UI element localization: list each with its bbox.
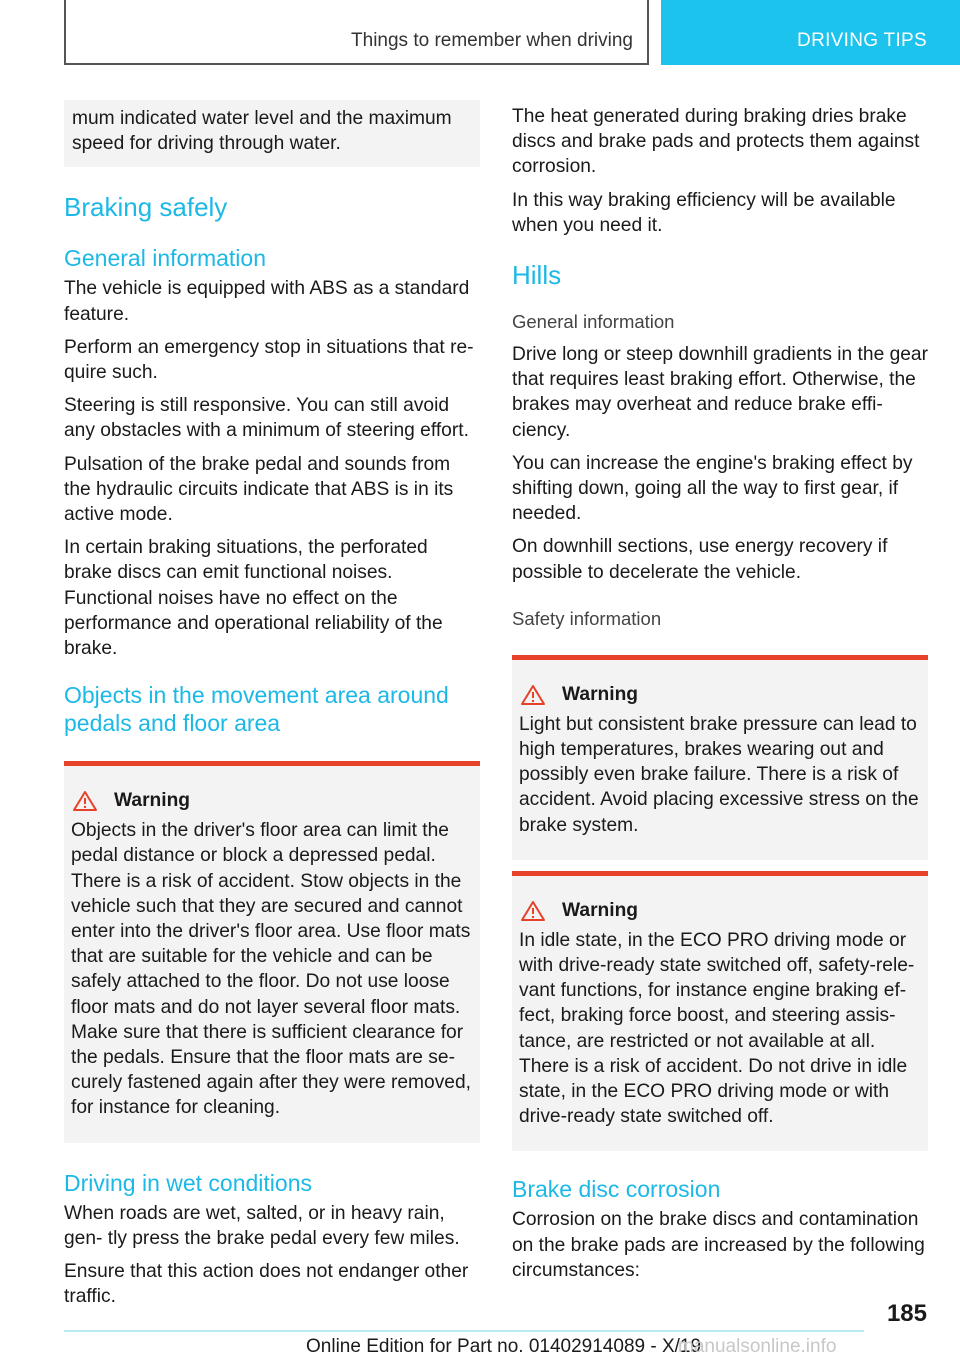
warning-box-idle-state <box>512 871 928 1152</box>
warning-title: Warning <box>562 899 639 921</box>
left-column <box>64 100 480 1318</box>
warning-text: Objects in the driver's floor area can limit the pedal distance or block a depressed pedal. There is a risk of accident. Stow objects in the vehicle such that they are secured and cannot enter into the driver's floor area. Use floor mats that are suitable for the vehicle and can be safely attached to the floor. Do not use loose floor mats and do not layer several floor mats. Make sure that there is sufficient clearance for the pedals. Ensure that the floor mats are se- curely fastened again after they were removed, for instance for cleaning. <box>71 820 471 1119</box>
warning-box-objects <box>64 761 480 1142</box>
footer-edition: Online Edition for Part no. 01402914089 - X/19 <box>306 1336 702 1357</box>
paragraph: Pulsation of the brake pedal and sounds from the hydraulic circuits indicate that ABS is in its active mode. <box>64 453 454 526</box>
hills-general-heading: General information <box>512 311 675 333</box>
intro-body <box>512 104 928 238</box>
general-information-body <box>64 276 480 661</box>
note-text: mum indicated water level and the maximum speed for driving through water. <box>72 108 452 155</box>
warning-triangle-icon <box>520 900 546 922</box>
note-box <box>64 100 480 167</box>
paragraph: You can increase the engine's braking effect by shifting down, going all the way to first gear, if needed. <box>512 452 913 525</box>
warning-triangle-icon <box>520 684 546 706</box>
paragraph: On downhill sections, use energy recovery if possible to decelerate the vehicle. <box>512 536 888 583</box>
warning-triangle-icon <box>72 790 98 812</box>
corrosion-body <box>512 1207 928 1283</box>
warning-text: In idle state, in the ECO PRO driving mode or with drive-ready state switched off, safety-rele- vant functions, for instance engine braking ef- fect, braking force boost, and steering assis- tance, are restricted or not available at all. <box>519 929 915 1052</box>
warning-box-brake-pressure <box>512 655 928 860</box>
paragraph: Drive long or steep downhill gradients in the gear that requires least braking effort. Otherwise, the brakes may overheat and reduce brake effi- ciency. <box>512 344 928 441</box>
paragraph: Steering is still responsive. You can still avoid any obstacles with a minimum of steering effort. <box>64 395 469 442</box>
paragraph: The heat generated during braking dries brake discs and brake pads and protects them against corrosion. <box>512 106 920 178</box>
wet-conditions-heading: Driving in wet conditions <box>64 1169 313 1196</box>
paragraph: In certain braking situations, the perforated brake discs can emit functional noises. Functional noises have no effect on the performance and operational reliability of the brake. <box>64 537 443 660</box>
paragraph: Perform an emergency stop in situations that re- quire such. <box>64 336 474 384</box>
warning-text: Light but consistent brake pressure can lead to high temperatures, brakes wearing out and possibly even brake failure. There is a risk of accident. Avoid placing excessive stress on the brake system. <box>519 713 919 836</box>
safety-information-heading: Safety information <box>512 607 662 629</box>
objects-movement-heading: Objects in the movement area around pedals and floor area <box>64 682 449 737</box>
paragraph: In this way braking efficiency will be available when you need it. <box>512 189 896 236</box>
header-section-title: Things to remember when driving <box>351 30 633 51</box>
warning-title: Warning <box>114 790 191 812</box>
general-information-heading: General information <box>64 245 266 272</box>
header-section-tab <box>64 0 649 65</box>
paragraph: The vehicle is equipped with ABS as a standard feature. <box>64 278 470 325</box>
brake-disc-corrosion-heading: Brake disc corrosion <box>512 1176 721 1203</box>
footer-divider <box>64 1330 864 1332</box>
wet-conditions-body <box>64 1201 480 1310</box>
warning-text: There is a risk of accident. Do not drive in idle state, in the ECO PRO driving mode or with drive-ready state switched off. <box>519 1055 908 1128</box>
hills-heading: Hills <box>512 260 562 291</box>
footer-watermark: manualsonline.info <box>678 1336 837 1357</box>
header-chapter-tab <box>661 0 960 65</box>
hills-body <box>512 342 928 585</box>
paragraph: Ensure that this action does not endanger other traffic. <box>64 1261 469 1308</box>
warning-title: Warning <box>562 683 639 705</box>
paragraph: When roads are wet, salted, or in heavy rain, gen- tly press the brake pedal every few miles. <box>64 1202 460 1249</box>
right-column <box>512 100 928 1291</box>
braking-safely-heading: Braking safely <box>64 192 228 223</box>
header-chapter-title: DRIVING TIPS <box>797 30 927 51</box>
paragraph: Corrosion on the brake discs and contamination on the brake pads are increased by the following circumstances: <box>512 1209 925 1281</box>
page-number: 185 <box>886 1300 927 1327</box>
